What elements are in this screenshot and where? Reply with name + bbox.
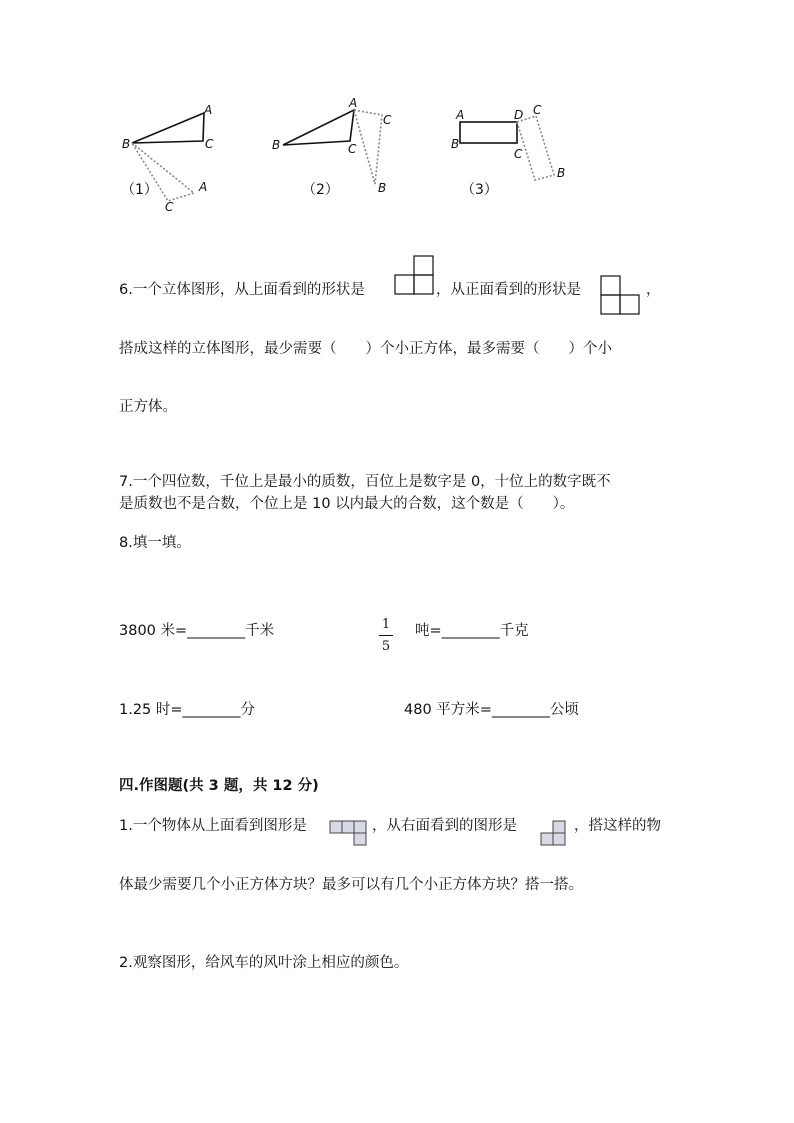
figure-2-rotated-triangle (354, 110, 382, 184)
s4-q1-part1: 1.一个物体从上面看到图形是 (119, 818, 307, 834)
fig3-point-b: B (451, 137, 460, 151)
fig3-point-c: C (514, 147, 523, 161)
q6-line2: 搭成这样的立体图形，最少需要（ ）个小正方体，最多需要（ ）个小 (119, 341, 612, 357)
fig1-point-b: B (122, 137, 131, 151)
rotation-figures-svg (0, 0, 794, 230)
q6-line1-part2: ，从正面看到的形状是 (436, 282, 581, 298)
fig3-rot-point-b: B (557, 166, 566, 180)
fig2-point-c: C (348, 142, 357, 156)
s4-q1-top-view-icon (329, 820, 369, 846)
fig2-label: （2） (302, 182, 339, 198)
q7-line1: 7.一个四位数，千位上是最小的质数，百位上是数字是 0，十位上的数字既不 (119, 474, 611, 490)
figure-3-rectangle (460, 122, 517, 143)
fraction-bar (379, 635, 393, 636)
rotation-figures (0, 0, 794, 230)
fig1-rot-point-a: A (199, 180, 208, 194)
fig1-point-c: C (205, 137, 214, 151)
fig3-rot-point-c: C (533, 103, 542, 117)
s4-q2: 2.观察图形，给风车的风叶涂上相应的颜色。 (119, 955, 409, 971)
q7-line2: 是质数也不是合数，个位上是 10 以内最大的合数，这个数是（ ）。 (119, 496, 575, 512)
q8-fraction (379, 617, 393, 654)
q6-line1-part1: 6.一个立体图形，从上面看到的形状是 (119, 282, 365, 298)
figure-3-rotated-rectangle (517, 116, 554, 180)
s4-q1-right-view-icon (540, 820, 568, 848)
s4-q1-part2: ，从右面看到的图形是 (372, 818, 517, 834)
fig2-rot-point-b: B (378, 181, 387, 195)
q8-item2: 吨=________千克 (415, 623, 529, 639)
figure-2-triangle (283, 110, 354, 145)
s4-q1-line2: 体最少需要几个小正方体方块？最多可以有几个小正方体方块？搭一搭。 (119, 877, 583, 893)
fig2-point-b: B (272, 138, 281, 152)
fig3-label: （3） (461, 182, 498, 198)
q6-line1-part3: ， (646, 282, 661, 298)
q6-front-view-icon (600, 275, 640, 315)
fig3-point-d: D (514, 108, 524, 122)
q6-top-view-icon (394, 255, 434, 295)
figure-3 (460, 116, 554, 180)
fig1-point-a: A (204, 103, 213, 117)
q6-line3: 正方体。 (119, 399, 177, 415)
fig2-rot-point-c: C (383, 113, 392, 127)
fig3-point-a: A (456, 108, 465, 122)
q8-item4: 480 平方米=________公顷 (404, 702, 579, 718)
fig1-rot-point-c: C (165, 200, 174, 214)
s4-q1-part3: ，搭这样的物 (574, 818, 661, 834)
fraction-numerator: 1 (381, 617, 391, 632)
figure-1-triangle (132, 113, 204, 143)
q8-title: 8.填一填。 (119, 535, 191, 551)
figure-2 (283, 110, 382, 184)
fraction-denominator: 5 (381, 639, 391, 654)
fig2-point-a: A (349, 96, 358, 110)
q8-item1: 3800 米=________千米 (119, 623, 275, 639)
section4-title: 四.作图题(共 3 题，共 12 分) (119, 778, 319, 794)
fig1-label: （1） (121, 182, 158, 198)
q8-item3: 1.25 时=________分 (119, 702, 256, 718)
